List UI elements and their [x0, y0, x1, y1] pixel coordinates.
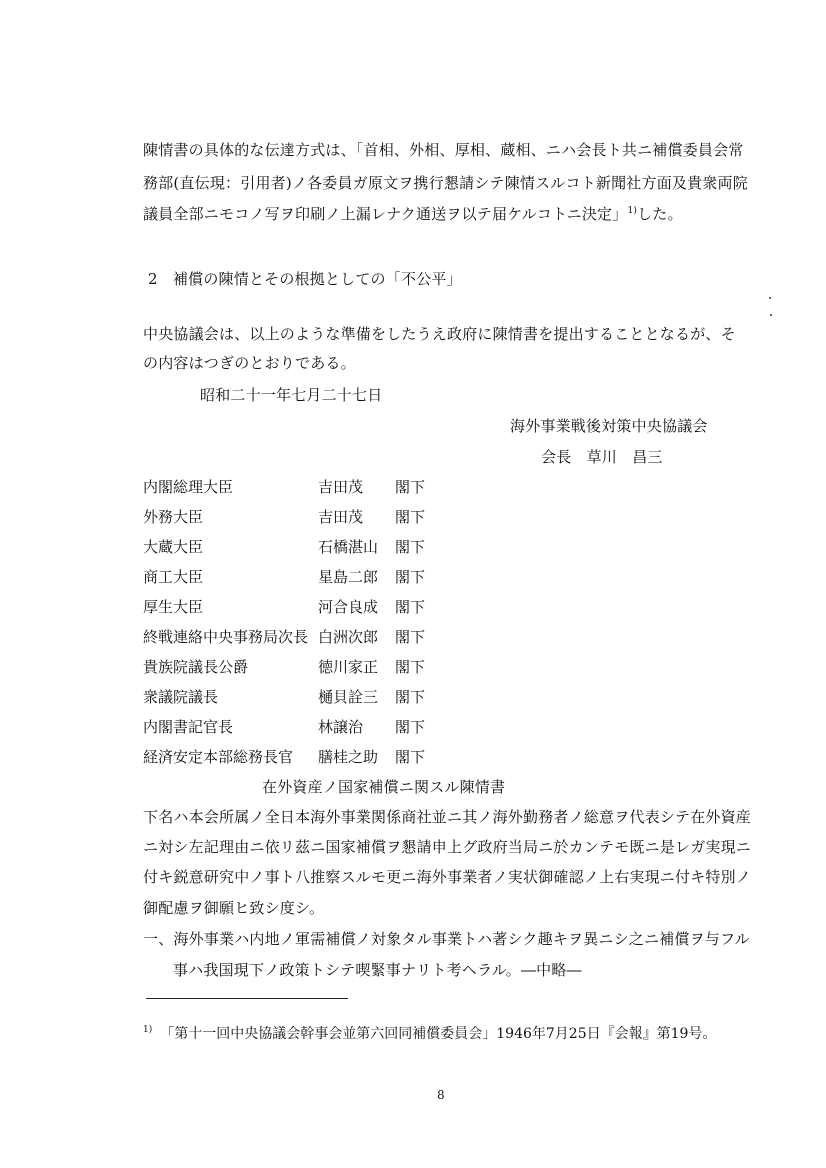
- recipient-person: 星島二郎: [318, 568, 379, 586]
- recipient-person: 徳川家正: [318, 658, 379, 676]
- paragraph2-line-1: 中央協議会は、以上のような準備をしたうえ政府に陳情書を提出することとなるが、そ: [143, 325, 736, 343]
- footnote-divider: [146, 998, 348, 999]
- recipient-honorific: 閣下: [395, 508, 426, 526]
- page-number: 8: [437, 1088, 445, 1102]
- recipient-office: 内閣総理大臣: [143, 478, 234, 496]
- recipient-office: 衆議院議長: [143, 688, 219, 706]
- paragraph1-line-3-tail: した。: [637, 205, 683, 223]
- chair-line: 会長 草川 昌三: [541, 448, 663, 466]
- recipient-honorific: 閣下: [395, 718, 426, 736]
- recipient-honorific: 閣下: [395, 748, 426, 766]
- footnote: [143, 1023, 716, 1043]
- recipient-person: 河合良成: [318, 598, 379, 616]
- recipient-office: 大蔵大臣: [143, 538, 204, 556]
- petition-body-line-1: 下名ハ本会所属ノ全日本海外事業関係商社並ニ其ノ海外勤務者ノ総意ヲ代表シテ在外資産: [143, 808, 752, 826]
- scan-speck: [769, 297, 771, 299]
- petition-title: 在外資産ノ国家補償ニ関スル陳情書: [262, 778, 506, 796]
- petition-body-line-3: 付キ鋭意研究中ノ事ト八推察スルモ更ニ海外事業者ノ実状御確認ノ上右実現ニ付キ特別ノ: [143, 868, 752, 886]
- section-heading: 2 補償の陳情とその根拠としての「不公平」: [148, 270, 462, 288]
- paragraph1-line-3-text: 議員全部ニモコノ写ヲ印刷ノ上漏レナク通送ヲ以テ届ケルコトニ決定」: [143, 205, 628, 223]
- paragraph1-line-2: 務部(直伝現：引用者)ノ各委員ガ原文ヲ携行懇請シテ陳情スルコト新聞社方面及貴衆両院: [143, 174, 748, 192]
- recipient-office: 厚生大臣: [143, 598, 204, 616]
- footnote-reference: 1): [627, 206, 638, 216]
- recipient-person: 林譲治: [318, 718, 364, 736]
- recipient-honorific: 閣下: [395, 658, 426, 676]
- date-line: 昭和二十一年七月二十七日: [200, 386, 383, 404]
- petition-body-line-2: ニ対シ左記理由ニ依リ茲ニ国家補償ヲ懇請申上グ政府当局ニ於カンテモ既ニ是レガ実現ニ: [143, 838, 752, 856]
- footnote-marker: 1): [143, 1025, 153, 1036]
- recipient-honorific: 閣下: [395, 478, 426, 496]
- recipient-person: 白洲次郎: [318, 628, 379, 646]
- clause-1-line-2: 事ハ我国現下ノ政策トシテ喫緊事ナリト考ヘラル。―中略―: [173, 961, 582, 979]
- paragraph1-line-3: [143, 203, 683, 224]
- paragraph1-line-1: 陳情書の具体的な伝達方式は、「首相、外相、厚相、蔵相、ニハ会長ト共ニ補償委員会常: [143, 141, 744, 159]
- recipient-person: 吉田茂: [318, 478, 364, 496]
- organization-name: 海外事業戦後対策中央協議会: [510, 417, 708, 435]
- recipient-honorific: 閣下: [395, 568, 426, 586]
- recipient-office: 内閣書記官長: [143, 718, 234, 736]
- scan-speck: [770, 314, 772, 316]
- recipient-honorific: 閣下: [395, 598, 426, 616]
- petition-body-line-4: 御配慮ヲ御願ヒ致シ度シ。: [143, 899, 325, 917]
- recipient-office: 経済安定本部総務長官: [143, 748, 294, 766]
- recipient-office: 商工大臣: [143, 568, 204, 586]
- clause-1-line-1: 一、海外事業ハ内地ノ軍需補償ノ対象タル事業トハ著シク趣キヲ異ニシ之ニ補償ヲ与フル: [143, 930, 750, 948]
- recipient-office: 貴族院議長公爵: [143, 658, 249, 676]
- footnote-text: 「第十一回中央協議会幹事会並第六回同補償委員会」1946年7月25日『会報』第19号。: [160, 1026, 717, 1042]
- paragraph2-line-2: の内容はつぎのとおりである。: [143, 354, 356, 372]
- recipient-honorific: 閣下: [395, 688, 426, 706]
- recipient-person: 吉田茂: [318, 508, 364, 526]
- recipient-office: 終戦連絡中央事務局次長: [143, 628, 309, 646]
- recipient-office: 外務大臣: [143, 508, 204, 526]
- recipient-person: 石橋湛山: [318, 538, 379, 556]
- recipient-honorific: 閣下: [395, 538, 426, 556]
- recipient-honorific: 閣下: [395, 628, 426, 646]
- recipient-person: 樋貝詮三: [318, 688, 379, 706]
- recipient-person: 膳桂之助: [318, 748, 379, 766]
